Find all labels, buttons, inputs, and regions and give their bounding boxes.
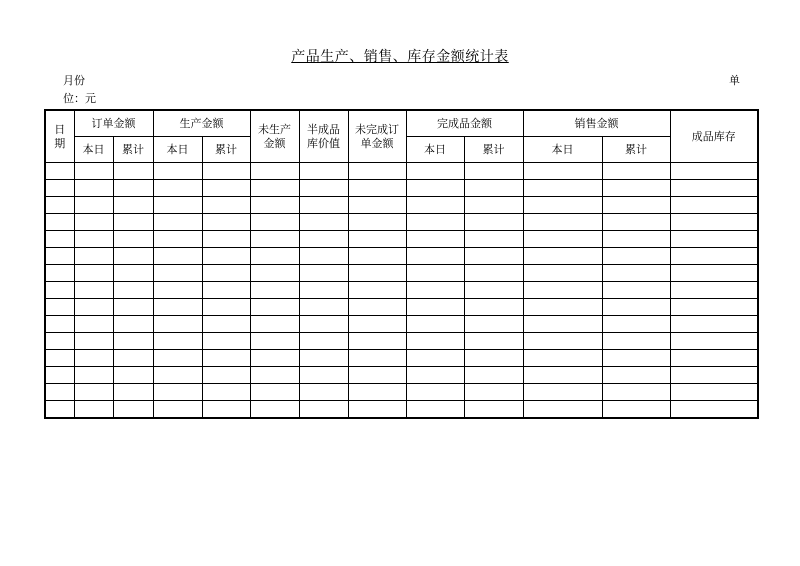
table-cell: [202, 214, 250, 231]
header-wip-line1: 半成品: [307, 122, 340, 136]
header-order-amount: 订单金额: [74, 110, 153, 137]
header-order-today: 本日: [74, 137, 113, 163]
table-cell: [406, 350, 464, 367]
table-cell: [153, 265, 202, 282]
table-cell: [406, 367, 464, 384]
table-cell: [299, 367, 348, 384]
table-cell: [153, 367, 202, 384]
table-cell: [299, 282, 348, 299]
header-sales-cumulative: 累计: [602, 137, 670, 163]
table-cell: [153, 180, 202, 197]
table-row: [45, 367, 758, 384]
table-cell: [670, 384, 758, 401]
header-order-cumulative: 累计: [113, 137, 153, 163]
table-cell: [348, 163, 406, 180]
table-cell: [45, 401, 74, 419]
table-cell: [153, 248, 202, 265]
table-cell: [74, 299, 113, 316]
table-cell: [74, 350, 113, 367]
table-cell: [299, 384, 348, 401]
table-cell: [602, 282, 670, 299]
table-cell: [250, 231, 299, 248]
table-cell: [602, 214, 670, 231]
table-cell: [464, 384, 523, 401]
table-cell: [250, 384, 299, 401]
table-cell: [348, 384, 406, 401]
table-cell: [602, 316, 670, 333]
table-cell: [406, 197, 464, 214]
table-cell: [45, 163, 74, 180]
table-cell: [602, 299, 670, 316]
table-cell: [523, 316, 602, 333]
table-cell: [406, 316, 464, 333]
table-cell: [464, 367, 523, 384]
table-row: [45, 163, 758, 180]
table-cell: [299, 214, 348, 231]
table-row: [45, 265, 758, 282]
table-cell: [153, 282, 202, 299]
table-cell: [464, 197, 523, 214]
table-cell: [153, 163, 202, 180]
table-cell: [250, 163, 299, 180]
statistics-table: [44, 109, 759, 419]
table-cell: [74, 265, 113, 282]
table-cell: [348, 367, 406, 384]
header-production-today: 本日: [153, 137, 202, 163]
table-cell: [670, 350, 758, 367]
table-cell: [113, 197, 153, 214]
header-unproduced-line1: 未生产: [258, 122, 291, 136]
table-cell: [602, 350, 670, 367]
table-cell: [74, 384, 113, 401]
header-wip-line2: 库价值: [307, 136, 340, 150]
table-cell: [348, 180, 406, 197]
table-cell: [299, 401, 348, 419]
table-cell: [348, 231, 406, 248]
table-cell: [523, 214, 602, 231]
table-cell: [113, 231, 153, 248]
table-cell: [202, 197, 250, 214]
header-finished-today: 本日: [406, 137, 464, 163]
table-cell: [670, 333, 758, 350]
table-cell: [299, 333, 348, 350]
table-cell: [348, 316, 406, 333]
table-cell: [464, 401, 523, 419]
table-cell: [45, 299, 74, 316]
table-cell: [406, 231, 464, 248]
table-cell: [348, 401, 406, 419]
table-cell: [348, 248, 406, 265]
table-cell: [45, 282, 74, 299]
table-cell: [602, 265, 670, 282]
table-cell: [153, 197, 202, 214]
table-cell: [153, 214, 202, 231]
month-label: 月份: [63, 74, 85, 87]
table-cell: [45, 384, 74, 401]
table-cell: [406, 214, 464, 231]
table-cell: [202, 316, 250, 333]
table-cell: [153, 384, 202, 401]
table-cell: [299, 197, 348, 214]
table-cell: [670, 180, 758, 197]
table-cell: [153, 299, 202, 316]
table-cell: [299, 316, 348, 333]
table-cell: [113, 401, 153, 419]
table-cell: [406, 163, 464, 180]
table-cell: [45, 367, 74, 384]
table-cell: [464, 163, 523, 180]
table-cell: [523, 282, 602, 299]
table-cell: [113, 316, 153, 333]
table-cell: [45, 248, 74, 265]
header-date: [45, 110, 74, 163]
table-cell: [602, 248, 670, 265]
table-cell: [74, 163, 113, 180]
table-cell: [299, 299, 348, 316]
table-cell: [299, 265, 348, 282]
table-cell: [250, 367, 299, 384]
table-cell: [523, 265, 602, 282]
table-cell: [670, 401, 758, 419]
table-cell: [299, 248, 348, 265]
table-cell: [406, 282, 464, 299]
table-cell: [74, 197, 113, 214]
header-sales-amount: 销售金额: [523, 110, 670, 137]
table-cell: [670, 248, 758, 265]
table-cell: [602, 197, 670, 214]
table-cell: [464, 248, 523, 265]
table-cell: [464, 333, 523, 350]
table-cell: [464, 350, 523, 367]
table-cell: [113, 265, 153, 282]
table-cell: [602, 180, 670, 197]
table-cell: [202, 367, 250, 384]
table-cell: [45, 231, 74, 248]
table-row: [45, 333, 758, 350]
table-cell: [202, 333, 250, 350]
table-row: [45, 299, 758, 316]
table-cell: [250, 282, 299, 299]
table-cell: [250, 248, 299, 265]
table-cell: [74, 180, 113, 197]
table-cell: [670, 316, 758, 333]
table-cell: [74, 231, 113, 248]
table-cell: [45, 350, 74, 367]
table-cell: [670, 299, 758, 316]
table-cell: [202, 350, 250, 367]
table-cell: [299, 231, 348, 248]
table-cell: [202, 163, 250, 180]
table-cell: [250, 350, 299, 367]
table-cell: [113, 282, 153, 299]
table-cell: [670, 282, 758, 299]
table-cell: [153, 316, 202, 333]
table-row: [45, 282, 758, 299]
table-cell: [348, 197, 406, 214]
table-cell: [113, 333, 153, 350]
table-cell: [406, 401, 464, 419]
table-cell: [406, 265, 464, 282]
table-cell: [348, 282, 406, 299]
table-cell: [602, 367, 670, 384]
table-cell: [153, 350, 202, 367]
table-cell: [74, 316, 113, 333]
header-finished-inventory: 成品库存: [670, 110, 758, 163]
table-row: [45, 214, 758, 231]
table-cell: [670, 231, 758, 248]
table-cell: [153, 333, 202, 350]
table-cell: [202, 401, 250, 419]
table-cell: [74, 282, 113, 299]
table-cell: [202, 180, 250, 197]
table-cell: [523, 163, 602, 180]
table-cell: [74, 401, 113, 419]
table-cell: [45, 214, 74, 231]
table-cell: [250, 265, 299, 282]
table-cell: [202, 265, 250, 282]
table-cell: [602, 333, 670, 350]
table-cell: [523, 231, 602, 248]
table-cell: [74, 214, 113, 231]
table-cell: [523, 299, 602, 316]
header-finished-amount: 完成品金额: [406, 110, 523, 137]
table-cell: [348, 299, 406, 316]
table-cell: [202, 282, 250, 299]
table-cell: [464, 282, 523, 299]
table-cell: [523, 367, 602, 384]
table-cell: [523, 350, 602, 367]
table-cell: [45, 316, 74, 333]
table-cell: [464, 231, 523, 248]
table-cell: [406, 384, 464, 401]
table-cell: [250, 333, 299, 350]
unit-label-right: 单: [729, 74, 740, 87]
table-cell: [113, 299, 153, 316]
table-cell: [406, 299, 464, 316]
table-cell: [202, 299, 250, 316]
table-cell: [348, 333, 406, 350]
table-cell: [523, 333, 602, 350]
table-cell: [670, 367, 758, 384]
table-cell: [602, 231, 670, 248]
table-cell: [523, 384, 602, 401]
table-cell: [202, 231, 250, 248]
table-cell: [523, 248, 602, 265]
table-cell: [74, 333, 113, 350]
table-cell: [202, 384, 250, 401]
table-cell: [299, 180, 348, 197]
table-cell: [348, 265, 406, 282]
table-row: [45, 197, 758, 214]
unit-label-left: 位：元: [63, 92, 96, 105]
table-cell: [74, 367, 113, 384]
table-cell: [670, 265, 758, 282]
header-wip-value: [299, 110, 348, 163]
table-cell: [250, 316, 299, 333]
table-cell: [153, 231, 202, 248]
table-cell: [153, 401, 202, 419]
table-cell: [670, 214, 758, 231]
header-sales-today: 本日: [523, 137, 602, 163]
table-cell: [523, 401, 602, 419]
table-cell: [464, 299, 523, 316]
table-cell: [602, 384, 670, 401]
table-row: [45, 384, 758, 401]
table-row: [45, 180, 758, 197]
table-cell: [602, 163, 670, 180]
table-cell: [464, 214, 523, 231]
table-cell: [406, 333, 464, 350]
table-cell: [45, 197, 74, 214]
table-cell: [406, 180, 464, 197]
table-cell: [113, 248, 153, 265]
table-cell: [348, 214, 406, 231]
table-cell: [464, 265, 523, 282]
table-cell: [602, 401, 670, 419]
table-cell: [250, 197, 299, 214]
header-date-line2: 期: [54, 136, 66, 150]
table-cell: [250, 401, 299, 419]
table-cell: [464, 180, 523, 197]
header-unfinished-order-amount: [348, 110, 406, 163]
table-cell: [670, 197, 758, 214]
table-cell: [670, 163, 758, 180]
table-cell: [348, 350, 406, 367]
header-date-line1: 日: [54, 122, 66, 136]
header-production-amount: 生产金额: [153, 110, 250, 137]
table-cell: [464, 316, 523, 333]
table-cell: [406, 248, 464, 265]
table-cell: [113, 214, 153, 231]
table-row: [45, 231, 758, 248]
header-unfinished-line2: 单金额: [360, 136, 394, 150]
table-cell: [523, 180, 602, 197]
document-title: 产品生产、销售、库存金额统计表: [291, 49, 509, 65]
table-cell: [74, 248, 113, 265]
table-cell: [113, 180, 153, 197]
table-cell: [113, 350, 153, 367]
header-production-cumulative: 累计: [202, 137, 250, 163]
table-cell: [45, 333, 74, 350]
table-cell: [113, 367, 153, 384]
table-cell: [113, 384, 153, 401]
header-unproduced-line2: 金额: [263, 136, 286, 150]
table-row: [45, 401, 758, 419]
header-row-1: [45, 110, 758, 137]
table-row: [45, 248, 758, 265]
table-cell: [113, 163, 153, 180]
table-cell: [250, 299, 299, 316]
table-cell: [45, 180, 74, 197]
table-cell: [202, 248, 250, 265]
header-finished-cumulative: 累计: [464, 137, 523, 163]
table-row: [45, 350, 758, 367]
table-cell: [250, 214, 299, 231]
header-unfinished-line1: 未完成订: [355, 122, 399, 136]
table-row: [45, 316, 758, 333]
table-cell: [523, 197, 602, 214]
table-cell: [250, 180, 299, 197]
table-body: [45, 163, 758, 419]
header-unproduced-amount: [250, 110, 299, 163]
table-cell: [299, 163, 348, 180]
table-cell: [299, 350, 348, 367]
table-cell: [45, 265, 74, 282]
